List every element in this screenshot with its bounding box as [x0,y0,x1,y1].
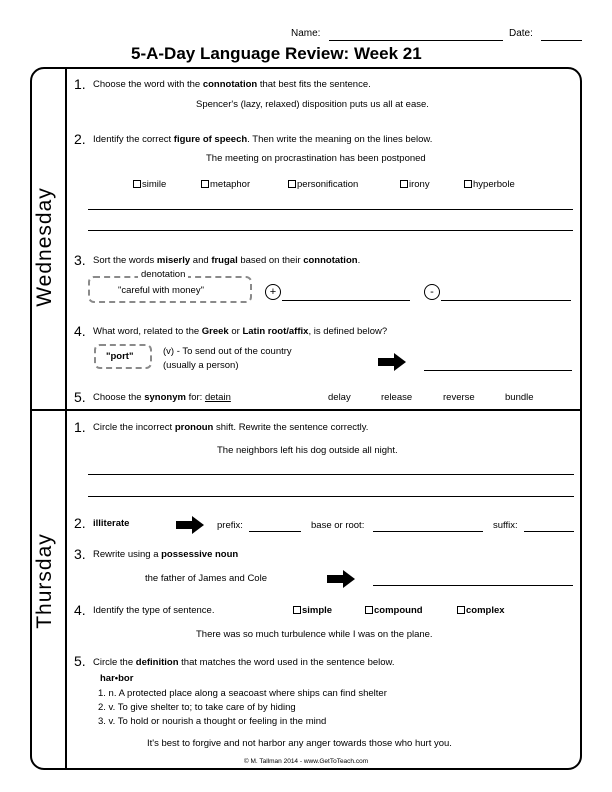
t-q4-prompt: Identify the type of sentence. [93,605,215,616]
w-q4-definition-1: (v) - To send out of the country [163,346,292,357]
w-q2-option-simile[interactable] [133,179,166,190]
day-column-divider [65,68,67,769]
option-label: metaphor [210,179,251,190]
date-field[interactable] [541,40,582,41]
w-q4-answer-line[interactable] [424,370,572,371]
w-q2-option-irony[interactable] [400,179,430,190]
w-q2-prompt-text-end: . Then write the meaning on the lines below. [247,134,433,145]
t-q1-prompt-end: shift. Rewrite the sentence correctly. [213,422,369,433]
w-q1-prompt-text-end: that best fits the sentence. [257,79,371,90]
t-q4-sentence: There was so much turbulence while I was on the plane. [196,629,433,640]
w-q2-prompt-text: Identify the correct [93,134,174,145]
t-q3-number: 3. [74,546,86,562]
positive-answer-line[interactable] [282,300,410,301]
denotation-text: "careful with money" [118,285,204,296]
t-q4-option-simple[interactable] [293,605,332,616]
t-q5-sentence: It's best to forgive and not harbor any anger towards those who hurt you. [147,738,452,749]
w-q5-prompt-text: Choose the [93,392,145,403]
w-q1-prompt-text: Choose the word with the [93,79,203,90]
t-q1-prompt [93,422,368,433]
t-q4-option-complex[interactable] [457,605,505,616]
t-q1-answer-line-1[interactable] [88,474,574,475]
w-q4-keyword-latin: Latin root/affix [242,326,309,337]
arrow-right-icon [327,570,355,588]
w-q2-option-metaphor[interactable] [201,179,250,190]
w-q2-prompt [93,134,432,145]
definition-1[interactable]: 1. n. A protected place along a seacoast where ships can find shelter [98,688,387,699]
w-q3-prompt-text: Sort the words [93,255,157,266]
checkbox-icon[interactable] [133,180,141,188]
root-text: "port" [106,351,134,362]
option-label: simile [142,179,167,190]
thursday-label: Thursday [33,533,56,629]
arrow-right-icon [378,353,406,371]
t-q5-prompt-end: that matches the word used in the sentence below. [178,657,395,668]
w-q4-keyword-greek: Greek [201,326,229,337]
w-q5-option-bundle[interactable]: bundle [505,392,534,403]
w-q1-sentence[interactable]: Spencer's (lazy, relaxed) disposition puts us all at ease. [196,99,429,110]
root-field[interactable] [373,531,483,532]
w-q2-option-hyperbole[interactable] [464,179,515,190]
t-q4-number: 4. [74,602,86,618]
option-label: compound [374,605,423,616]
w-q2-number: 2. [74,131,86,147]
t-q1-prompt-text: Circle the incorrect [93,422,175,433]
checkbox-icon[interactable] [293,606,301,614]
option-label: personification [297,179,359,190]
page-title: 5-A-Day Language Review: Week 21 [131,44,422,63]
date-label: Date: [509,28,533,39]
prefix-field[interactable] [249,531,301,532]
negative-connotation-icon: - [424,284,440,300]
t-q5-prompt [93,657,395,668]
w-q5-prompt-for: for: [185,392,205,403]
w-q4-prompt-end: , is defined below? [308,326,388,337]
arrow-right-icon [176,516,204,534]
definition-3[interactable]: 3. v. To hold or nourish a thought or feeling in the mind [98,716,327,727]
t-q5-prompt-text: Circle the [93,657,136,668]
w-q5-option-delay[interactable]: delay [328,392,351,403]
t-q3-prompt-text: Rewrite using a [93,549,162,560]
t-q5-number: 5. [74,653,86,669]
checkbox-icon[interactable] [288,180,296,188]
w-q4-number: 4. [74,323,86,339]
t-q3-answer-line[interactable] [373,585,573,586]
w-q5-option-reverse[interactable]: reverse [443,392,475,403]
day-section-divider [31,409,581,411]
w-q2-option-personification[interactable] [288,179,358,190]
option-label: complex [466,605,505,616]
w-q4-definition-2: (usually a person) [163,360,239,371]
w-q3-prompt-and: and [190,255,212,266]
w-q2-answer-line-1[interactable] [88,209,573,210]
w-q3-number: 3. [74,252,86,268]
suffix-label: suffix: [493,520,518,531]
w-q5-prompt [93,392,231,403]
option-label: irony [409,179,430,190]
t-q1-answer-line-2[interactable] [88,496,574,497]
dictionary-entry-word: har•bor [100,673,134,684]
w-q5-target-word: detain [204,392,231,403]
t-q2-word: illiterate [93,518,130,529]
w-q3-prompt-mid: based on their [237,255,304,266]
w-q2-answer-line-2[interactable] [88,230,573,231]
w-q1-number: 1. [74,76,86,92]
name-label: Name: [291,28,321,39]
w-q2-sentence: The meeting on procrastination has been postponed [206,153,426,164]
root-label: base or root: [311,520,365,531]
w-q1-keyword: connotation [202,79,258,90]
t-q3-keyword: possessive noun [161,549,239,560]
w-q3-prompt [93,255,360,266]
w-q5-number: 5. [74,389,86,405]
w-q1-prompt [93,79,371,90]
t-q1-keyword: pronoun [174,422,214,433]
negative-answer-line[interactable] [441,300,571,301]
suffix-field[interactable] [524,531,574,532]
checkbox-icon[interactable] [365,606,373,614]
checkbox-icon[interactable] [400,180,408,188]
denotation-title: denotation [138,269,188,280]
prefix-label: prefix: [217,520,243,531]
w-q5-option-release[interactable]: release [381,392,413,403]
t-q5-keyword: definition [135,657,179,668]
w-q4-prompt-or: or [228,326,243,337]
t-q3-prompt [93,549,238,560]
checkbox-icon[interactable] [464,180,472,188]
w-q3-prompt-end: . [357,255,361,266]
w-q3-keyword: connotation [303,255,358,266]
t-q1-sentence[interactable]: The neighbors left his dog outside all night. [217,445,398,456]
name-field[interactable] [329,40,503,41]
checkbox-icon[interactable] [201,180,209,188]
w-q3-word-frugal: frugal [211,255,238,266]
option-label: hyperbole [473,179,515,190]
t-q4-option-compound[interactable] [365,605,423,616]
t-q2-number: 2. [74,515,86,531]
w-q3-word-miserly: miserly [156,255,191,266]
w-q2-keyword: figure of speech [173,134,248,145]
checkbox-icon[interactable] [457,606,465,614]
definition-2[interactable]: 2. v. To give shelter to; to take care of by hiding [98,702,296,713]
positive-connotation-icon: + [265,284,281,300]
w-q5-keyword: synonym [144,392,186,403]
t-q3-phrase: the father of James and Cole [145,573,267,584]
wednesday-label: Wednesday [33,187,56,307]
t-q1-number: 1. [74,419,86,435]
option-label: simple [302,605,333,616]
footer-credit: © M. Tallman 2014 - www.GetToTeach.com [243,758,369,765]
w-q4-prompt-text: What word, related to the [93,326,202,337]
w-q4-prompt [93,326,387,337]
